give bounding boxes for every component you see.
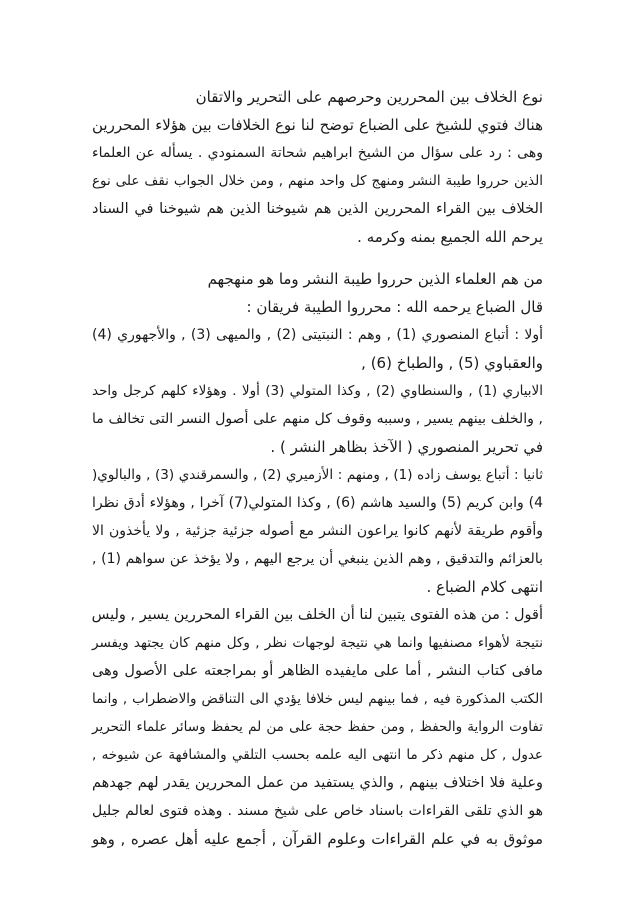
- paragraph-intro: [92, 83, 543, 251]
- text-line: بالعزائم والتدقيق , وهم الذين ينبغي أن يرجع اليهم , ولا يؤخذ عن سواهم (1) ,: [92, 551, 543, 567]
- text-line: , والخلف بينهم يسير , وسببه وقوف كل منهم على أصول النسر التى تخالف ما: [92, 411, 543, 427]
- text-line: أولا : أتباع المنصوري (1) , وهم : النبتيتى (2) , والميهى (3) , والأجهوري (4): [92, 327, 544, 343]
- text-line: أقول : من هذه الفتوى يتبين لنا أن الخلف بين القراء المحررين يسير , وليس: [91, 607, 543, 623]
- text-line: الذين حرروا طيبة النشر ومنهج كل واحد منهم , ومن خلال الجواب نقف على نوع: [92, 173, 543, 189]
- text-line: موثوق به في علم القراءات وعلوم القرآن , أجمع عليه أهل عصره , وهو: [92, 830, 543, 848]
- text-line: الابياري (1) , والسنطاوي (2) , وكذا المتولي (3) أولا . وهؤلاء كلهم كرجل واحد: [92, 383, 544, 399]
- text-line: تفاوت الرواية والحفظ , ومن حفظ حجة على من لم يحفظ وسائر علماء التحرير: [92, 719, 543, 735]
- text-line: نوع الخلاف بين المحررين وحرصهم على التحرير والاتقان: [195, 88, 543, 106]
- document-body: [92, 83, 543, 853]
- text-line: هو الذي تلقى القراءات باسناد خاص على شيخ مسند . وهذه فتوى لعالم جليل: [92, 803, 543, 819]
- text-line: عدول , كل منهم ذكر ما انتهى اليه علمه بحسب التلقي والمشافهة عن شيوخه ,: [92, 747, 543, 763]
- text-line: هناك فتوي للشيخ على الضباع توضح لنا نوع الخلافات بين هؤلاء المحررين: [92, 116, 543, 134]
- paragraph-gap: [92, 251, 543, 265]
- text-line: والعقباوي (5) , والطباخ (6) ,: [361, 354, 543, 372]
- text-line: مافى كتاب النشر , أما على مايفيده الظاهر أو بمراجعته على الأصول وهى: [92, 663, 543, 679]
- text-line: وهى : رد على سؤال من الشيخ ابراهيم شحاتة السمنودي . يسأله عن العلماء: [92, 145, 543, 161]
- paragraph-scholars: [92, 265, 543, 601]
- text-line: يرحم الله الجميع بمنه وكرمه .: [357, 228, 543, 246]
- text-line: نتيجة لأهواء مصنفيها وانما هي نتيجة لوجهات نظر , وكل منهم كان يجتهد ويفسر: [92, 635, 543, 651]
- text-line: ثانيا : أتباع يوسف زاده (1) , ومنهم : الأزميري (2) , والسمرقندي (3) , والبالوي(: [92, 467, 544, 483]
- text-line: في تحرير المنصوري ( الآخذ بظاهر النشر ) .: [270, 438, 543, 456]
- text-line: 4) وابن كريم (5) والسيد هاشم (6) , وكذا المتولي(7) آخرا , وهؤلاء أدق نظرا: [92, 495, 544, 511]
- text-line: انتهى كلام الضباع .: [426, 578, 543, 596]
- text-line: الخلاف بين القراء المحررين الذين هم شيوخنا الذين هم شيوخنا في السناد: [92, 201, 543, 217]
- text-line: وعلية فلا اختلاف بينهم , والذي يستفيد من عمل المحررين يقدر لهم جهدهم: [92, 775, 543, 791]
- paragraph-commentary: [92, 601, 543, 853]
- text-line: وأقوم طريقة لأنهم كانوا يراعون النشر مع أصوله جزئية جزئية , ولا يأخذون الا: [92, 523, 543, 539]
- text-line: قال الضباع يرحمه الله : محرروا الطيبة فريقان :: [246, 298, 543, 316]
- text-line: الكتب المذكورة فيه , فما بينهم ليس خلافا يؤدي الى التناقض والاضطراب , وانما: [92, 691, 543, 707]
- text-line: من هم العلماء الذين حرروا طيبة النشر وما هو منهجهم: [207, 270, 543, 288]
